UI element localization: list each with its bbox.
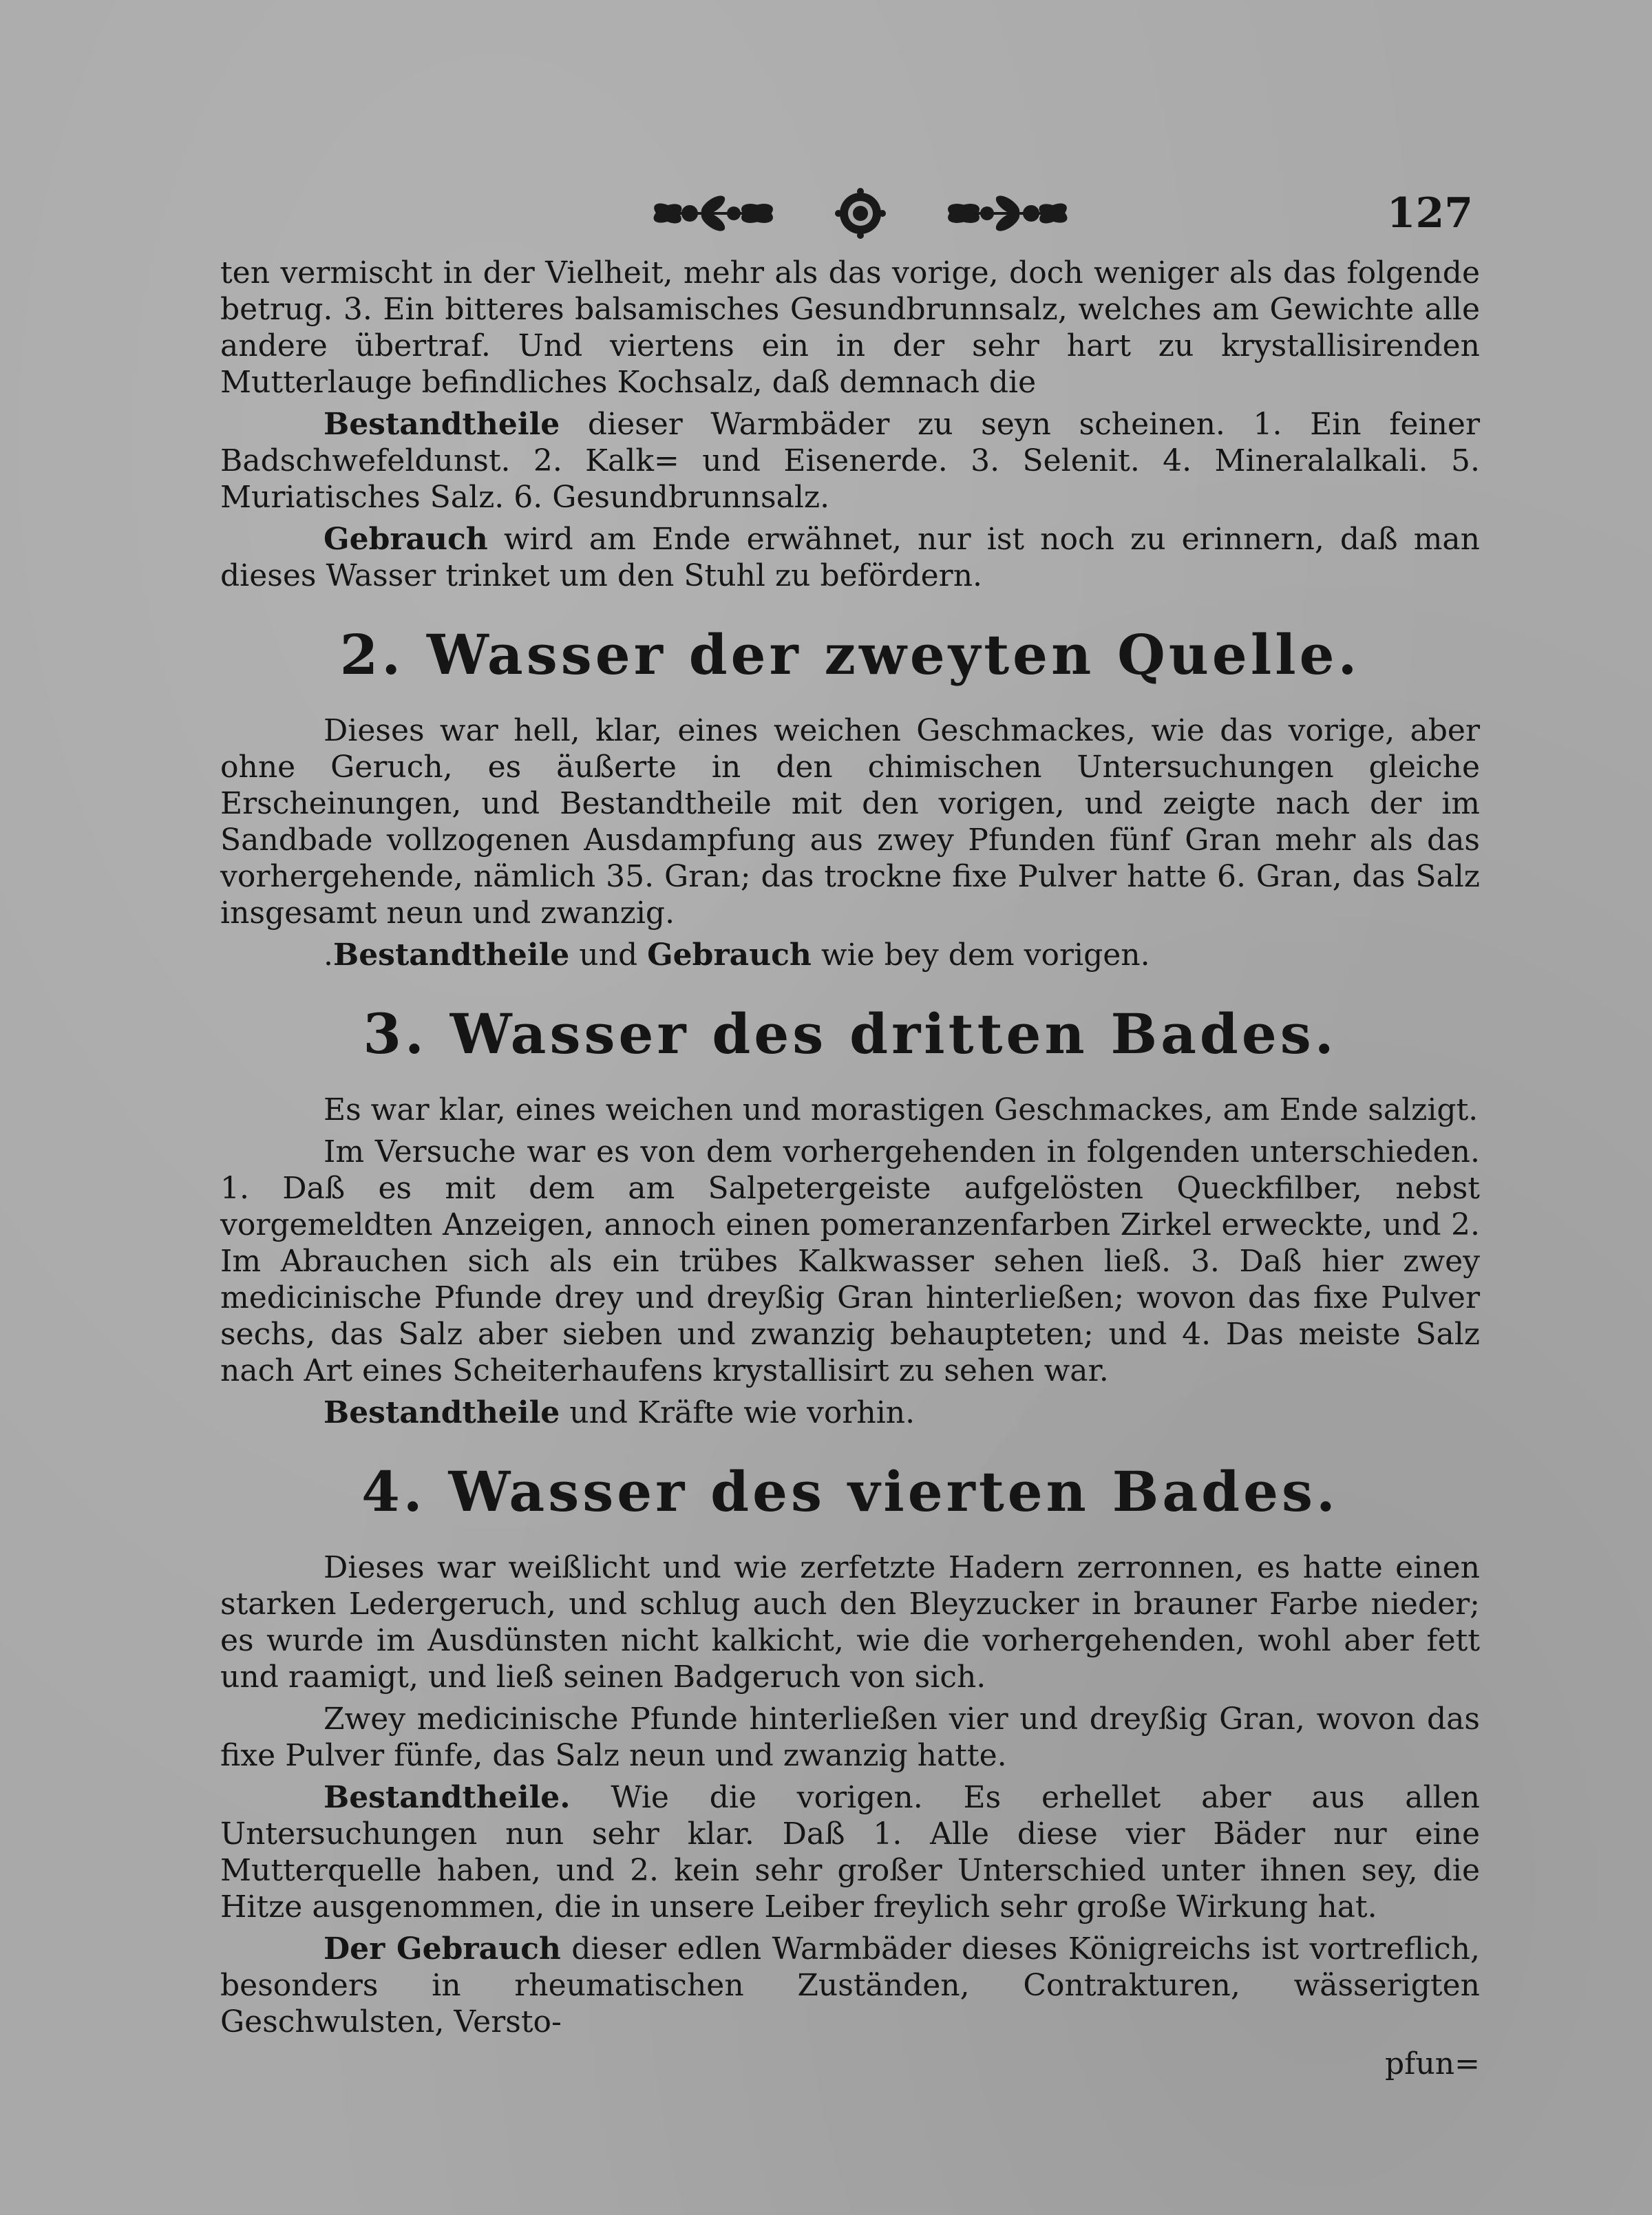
body-text — [220, 255, 1480, 2082]
leaf-ornament-icon — [943, 186, 1074, 241]
paragraph — [220, 1395, 1480, 1431]
leaf-ornament-icon — [647, 186, 778, 241]
header-ornament — [647, 176, 1074, 251]
lead-term: Gebrauch — [647, 937, 812, 973]
paragraph: Es war klar, eines weichen und morastigen Geschmackes, am Ende salzigt. — [324, 1092, 1479, 1127]
section-heading: 2. Wasser der zweyten Quelle. — [339, 622, 1361, 687]
paragraph-text: dieser edlen Warmbäder dieses Königreichs ist vortreflich, besonders in rheumatischen Zuständen, Contrakturen, wässerigten Geschwulsten, Versto- — [220, 1931, 1480, 2039]
paragraph-text: wie bey dem vorigen. — [811, 937, 1150, 973]
paragraph — [220, 1779, 1480, 1925]
paragraph-text: Wie die vorigen. Es erhellet aber aus allen Untersuchungen nun sehr klar. Daß 1. Alle diese vier Bäder nur eine Mutterquelle haben, und 2. kein sehr großer Unterschied unter ihnen sey, die Hitze ausgenommen, die in unsere Leiber freylich sehr große Wirkung hat. — [220, 1780, 1480, 1925]
paragraph — [220, 521, 1480, 594]
paragraph-text: und — [569, 937, 648, 973]
section-heading: 4. Wasser des vierten Bades. — [361, 1459, 1339, 1524]
paragraph — [220, 1931, 1480, 2040]
paragraph: Im Versuche war es von dem vorhergehenden in folgenden unterschieden. 1. Daß es mit dem am Salpetergeiste aufgelösten Queckfilber, nebst vorgemeldten Anzeigen, annoch einen pomeranzenfarben Zirkel erweckte, und 2. Im Abrauchen sich als ein trübes Kalkwasser sehen ließ. 3. Daß hier zwey medicinische Pfunde drey und dreyßig Gran hinterließen; wovon das fixe Pulver sechs, das Salz aber sieben und zwanzig behaupteten; und 4. Das meiste Salz nach Art eines Scheiterhaufens krystallisirt zu sehen war. — [220, 1134, 1480, 1388]
paragraph: ten vermischt in der Vielheit, mehr als das vorige, doch weniger als das folgende betrug. 3. Ein bitteres balsamisches Gesundbrunnsalz, welches am Gewichte alle andere übertraf. Und viertens ein in der sehr hart zu krystallisirenden Mutterlauge befindliches Kochsalz, daß demnach die — [220, 255, 1480, 400]
rosette-icon — [833, 186, 888, 241]
lead-term: Der Gebrauch — [324, 1931, 561, 1967]
paragraph: Dieses war weißlicht und wie zerfetzte Hadern zerronnen, es hatte einen starken Ledergeruch, und schlug auch den Bleyzucker in brauner Farbe nieder; es wurde im Ausdünsten nicht kalkicht, wie die vorhergehenden, wohl aber fett und raamigt, und ließ seinen Badgeruch von sich. — [220, 1550, 1480, 1695]
paragraph-text: und Kräfte wie vorhin. — [560, 1395, 915, 1430]
paragraph — [220, 406, 1480, 516]
lead-term: Bestandtheile — [333, 937, 570, 973]
lead-term: Bestandtheile — [324, 1395, 560, 1430]
section-heading: 3. Wasser des dritten Bades. — [363, 1001, 1337, 1066]
paragraph — [220, 937, 1480, 973]
paragraph-text: dieser Warmbäder zu seyn scheinen. 1. Ein feiner Badschwefeldunst. 2. Kalk= und Eisenerde. 3. Selenit. 4. Mineralalkali. 5. Muriatisches Salz. 6. Gesundbrunnsalz. — [220, 407, 1480, 515]
lead-term: Bestandtheile. — [324, 1780, 571, 1815]
catchword: pfun= — [1385, 2046, 1480, 2081]
lead-term: Bestandtheile — [324, 407, 560, 442]
lead-term: Gebrauch — [324, 522, 488, 557]
paragraph-text: wird am Ende erwähnet, nur ist noch zu erinnern, daß man dieses Wasser trinket um den Stuhl zu befördern. — [220, 522, 1480, 593]
paragraph-prefix: . — [324, 937, 333, 973]
paragraph: Zwey medicinische Pfunde hinterließen vier und dreyßig Gran, wovon das fixe Pulver fünfe, das Salz neun und zwanzig hatte. — [220, 1702, 1480, 1773]
page-number: 127 — [1386, 189, 1473, 237]
page-header — [206, 176, 1487, 251]
paragraph: Dieses war hell, klar, eines weichen Geschmackes, wie das vorige, aber ohne Geruch, es äußerte in den chimischen Untersuchungen gleiche Erscheinungen, und Bestandtheile mit den vorigen, und zeigte nach der im Sandbade vollzogenen Ausdampfung aus zwey Pfunden fünf Gran mehr als das vorhergehende, nämlich 35. Gran; das trockne fixe Pulver hatte 6. Gran, das Salz insgesamt neun und zwanzig. — [220, 713, 1480, 931]
